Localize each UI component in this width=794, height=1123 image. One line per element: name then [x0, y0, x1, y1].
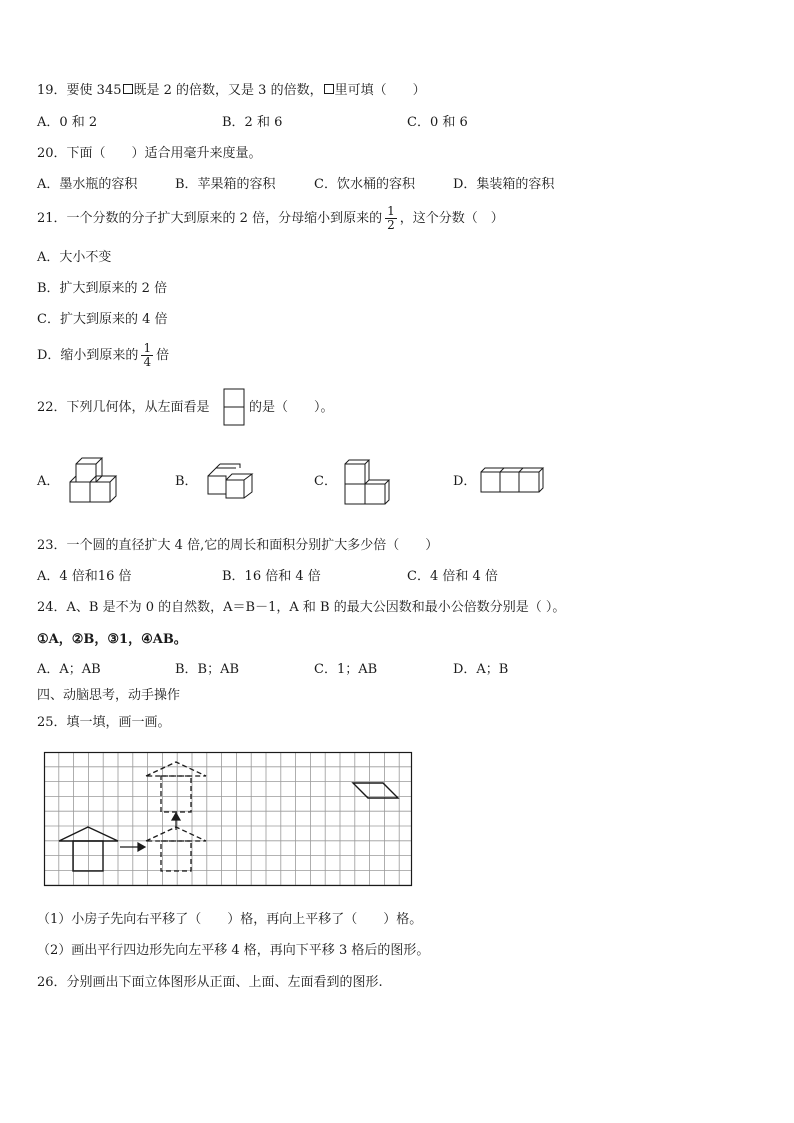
translation-grid[interactable]	[44, 752, 414, 887]
q19-stem	[37, 82, 426, 100]
q21-option-c[interactable]: C．扩大到原来的 4 倍	[37, 312, 168, 327]
q21-option-b[interactable]: B．扩大到原来的 2 倍	[37, 281, 168, 296]
q19-stem-part-b: 既是 2 的倍数，又是 3 的倍数，	[133, 83, 323, 98]
q19-stem-part-c: 里可填（ ）	[334, 83, 426, 98]
blank-box-icon	[123, 84, 133, 94]
q21-stem-part-a: 21．一个分数的分子扩大到原来的 2 倍，分母缩小到原来的	[37, 211, 383, 226]
parallelogram-shape	[353, 783, 398, 798]
q22-option-b[interactable]: B．	[175, 474, 198, 489]
q24-option-a[interactable]: A．A；AB	[37, 662, 101, 677]
fraction-one-half	[385, 205, 397, 232]
cube-stack-d[interactable]	[479, 466, 545, 494]
fraction-numerator: 1	[143, 341, 152, 355]
q24-stem: 24．A、B 是不为 0 的自然数，A＝B－1，A 和 B 的最大公因数和最小公倍数分别是（ ）。	[37, 600, 566, 615]
q24-option-b[interactable]: B．B；AB	[175, 662, 240, 677]
left-view-figure	[223, 388, 245, 428]
q25-sub1: （1）小房子先向右平移了（ ）格，再向上平移了（ ）格。	[37, 912, 423, 927]
cube-stack-c[interactable]	[343, 458, 395, 506]
q19-option-c[interactable]: C．0 和 6	[407, 115, 468, 130]
q19-option-a[interactable]: A．0 和 2	[37, 115, 98, 130]
q26-stem: 26．分别画出下面立体图形从正面、上面、左面看到的图形.	[37, 975, 383, 990]
q23-option-b[interactable]: B．16 倍和 4 倍	[222, 569, 321, 584]
q21-option-d-part-b: 倍	[156, 348, 170, 363]
q19-stem-part-a: 19．要使 345	[37, 83, 122, 98]
q24-option-d[interactable]: D．A；B	[453, 662, 509, 677]
translated-house-roof-upper	[146, 762, 206, 776]
q23-option-c[interactable]: C．4 倍和 4 倍	[407, 569, 498, 584]
q24-option-c[interactable]: C．1；AB	[314, 662, 378, 677]
section-title: 四、动脑思考，动手操作	[37, 688, 181, 703]
q25-sub2: （2）画出平行四边形先向左平移 4 格，再向下平移 3 格后的图形。	[37, 943, 430, 958]
q22-stem-part-b: 的是（ ）。	[249, 400, 334, 415]
q21-option-a[interactable]: A．大小不变	[37, 250, 112, 265]
q25-stem: 25．填一填，画一画。	[37, 715, 171, 730]
q22-option-d[interactable]: D．	[453, 474, 477, 489]
fraction-one-quarter	[141, 342, 153, 369]
fraction-numerator: 1	[387, 204, 395, 218]
fraction-denominator: 4	[143, 355, 152, 369]
q21-stem-part-b: ，这个分数（ ）	[399, 211, 504, 226]
q22-option-a[interactable]: A．	[37, 474, 60, 489]
q22-stem-part-a: 22．下列几何体，从左面看是	[37, 400, 210, 415]
cube-stack-a[interactable]	[68, 456, 124, 508]
q20-option-d[interactable]: D．集装箱的容积	[453, 177, 555, 192]
fraction-denominator: 2	[387, 218, 395, 232]
q23-stem: 23．一个圆的直径扩大 4 倍,它的周长和面积分别扩大多少倍（ ）	[37, 538, 439, 553]
q21-stem	[37, 204, 504, 234]
q22-option-c[interactable]: C．	[314, 474, 337, 489]
q19-option-b[interactable]: B．2 和 6	[222, 115, 283, 130]
q20-option-c[interactable]: C．饮水桶的容积	[314, 177, 415, 192]
cube-stack-b[interactable]	[206, 462, 262, 504]
q20-option-a[interactable]: A．墨水瓶的容积	[37, 177, 138, 192]
q20-option-b[interactable]: B．苹果箱的容积	[175, 177, 276, 192]
q21-option-d-part-a: D．缩小到原来的	[37, 348, 139, 363]
q23-option-a[interactable]: A．4 倍和16 倍	[37, 569, 132, 584]
q21-option-d[interactable]	[37, 341, 169, 371]
blank-box-icon	[324, 84, 334, 94]
q20-stem: 20．下面（ ）适合用毫升来度量。	[37, 146, 262, 161]
q24-choices: ①A，②B，③1，④AB。	[37, 632, 187, 647]
